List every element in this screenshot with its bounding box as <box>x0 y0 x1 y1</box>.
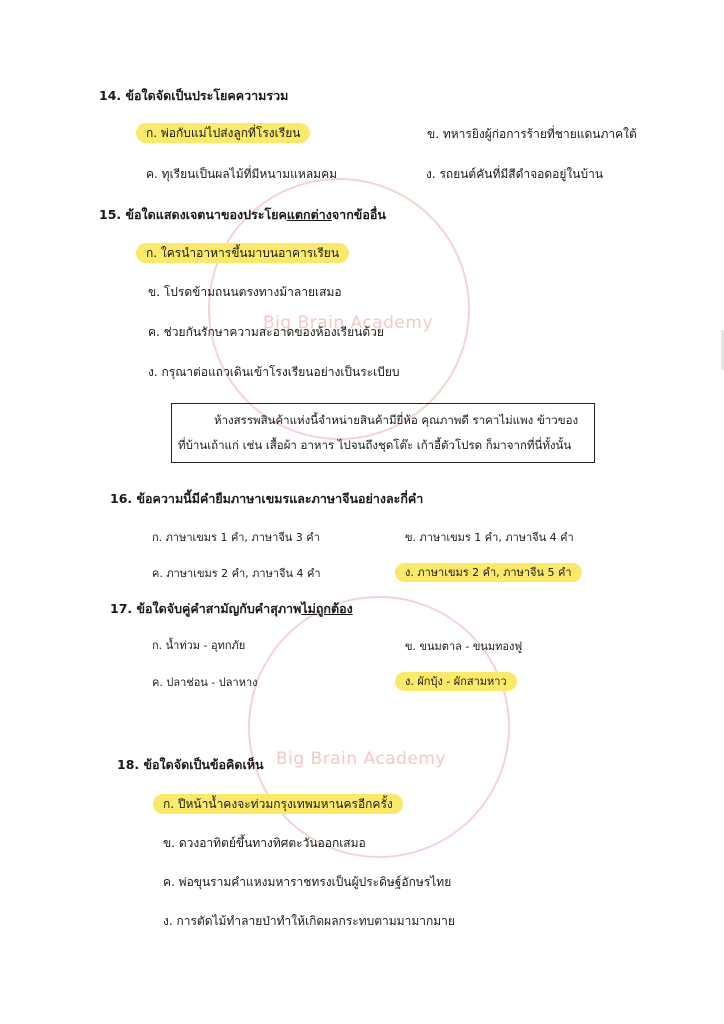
q15-title-underlined: แตกต่าง <box>286 207 332 222</box>
question-14-title: 14. ข้อใดจัดเป็นประโยคความรวม <box>99 88 289 103</box>
q17-option-d[interactable] <box>405 672 517 690</box>
q14-option-c[interactable]: ค. ทุเรียนเป็นผลไม้ที่มีหนามแหลมคม <box>146 167 338 181</box>
q16-option-d[interactable] <box>405 563 582 581</box>
q18-option-d[interactable]: ง. การตัดไม้ทำลายป่าทำให้เกิดผลกระทบตามมามากมาย <box>163 914 455 928</box>
q14-option-a[interactable] <box>146 124 310 143</box>
passage-line-2: ที่บ้านเถ้าแก่ เช่น เสื้อผ้า อาหาร ไปจนถึงชุดโต๊ะ เก้าอี้ตัวโปรด ก็มาจากที่นี่ทั้งนั้น <box>178 438 572 452</box>
q18-option-a[interactable] <box>163 795 403 814</box>
question-15-title <box>99 205 386 225</box>
watermark-circle-bottom <box>248 596 510 858</box>
q16-option-a[interactable]: ก. ภาษาเขมร 1 คำ, ภาษาจีน 3 คำ <box>152 531 320 544</box>
q18-option-c[interactable]: ค. พ่อขุนรามคำแหงมหาราชทรงเป็นผู้ประดิษฐ์อักษรไทย <box>163 875 452 889</box>
passage-line-1: ห้างสรรพสินค้าแห่งนี้จำหน่ายสินค้ามียี่ห้อ คุณภาพดี ราคาไม่แพง ข้าวของ <box>214 413 579 427</box>
question-16-title: 16. ข้อความนี้มีคำยืมภาษาเขมรและภาษาจีนอย่างละกี่คำ <box>110 491 424 506</box>
q15-title-post: จากข้ออื่น <box>331 207 386 222</box>
q14-option-b[interactable]: ข. ทหารยิงผู้ก่อการร้ายที่ชายแดนภาคใต้ <box>427 127 637 141</box>
question-18-title: 18. ข้อใดจัดเป็นข้อคิดเห็น <box>117 757 264 772</box>
q15-title-pre: 15. ข้อใดแสดงเจตนาของประโยค <box>99 207 287 222</box>
watermark-text-top: Big Brain Academy <box>263 313 434 333</box>
q15-option-c[interactable]: ค. ช่วยกันรักษาความสะอาดของห้องเรียนด้วย <box>148 325 384 339</box>
q17-option-c[interactable]: ค. ปลาช่อน - ปลาหาง <box>152 676 258 689</box>
q16-option-b[interactable]: ข. ภาษาเขมร 1 คำ, ภาษาจีน 4 คำ <box>405 531 574 544</box>
q15-option-a-label: ก. ใครนำอาหารขึ้นมาบนอาคารเรียน <box>136 243 349 263</box>
q16-option-c[interactable]: ค. ภาษาเขมร 2 คำ, ภาษาจีน 4 คำ <box>152 567 321 580</box>
q14-option-a-label: ก. พ่อกับแม่ไปส่งลูกที่โรงเรียน <box>136 123 310 143</box>
q17-title-underlined: ไม่ถูกต้อง <box>301 601 353 616</box>
q14-option-d[interactable]: ง. รถยนต์คันที่มีสีดำจอดอยู่ในบ้าน <box>426 167 604 181</box>
q18-option-a-label: ก. ปีหน้าน้ำคงจะท่วมกรุงเทพมหานครอีกครั้ง <box>153 794 403 814</box>
q15-option-b[interactable]: ข. โปรดข้ามถนนตรงทางม้าลายเสมอ <box>148 285 342 299</box>
q17-option-a[interactable]: ก. น้ำท่วม - อุทกภัย <box>152 639 246 652</box>
q16-option-d-label: ง. ภาษาเขมร 2 คำ, ภาษาจีน 5 คำ <box>395 563 582 582</box>
q17-option-d-label: ง. ผักบุ้ง - ผักสามหาว <box>395 672 517 691</box>
q18-option-b[interactable]: ข. ดวงอาทิตย์ขึ้นทางทิศตะวันออกเสมอ <box>163 836 366 850</box>
watermark-text-bottom: Big Brain Academy <box>276 749 447 769</box>
question-17-title <box>110 599 353 619</box>
q15-option-d[interactable]: ง. กรุณาต่อแถวเดินเข้าโรงเรียนอย่างเป็นระเบียบ <box>148 365 400 379</box>
q17-title-pre: 17. ข้อใดจับคู่คำสามัญกับคำสุภาพ <box>110 601 302 616</box>
q15-option-a[interactable] <box>146 244 349 263</box>
passage-box <box>171 403 595 463</box>
q17-option-b[interactable]: ข. ขนมตาล - ขนมทองฟู <box>405 640 523 653</box>
